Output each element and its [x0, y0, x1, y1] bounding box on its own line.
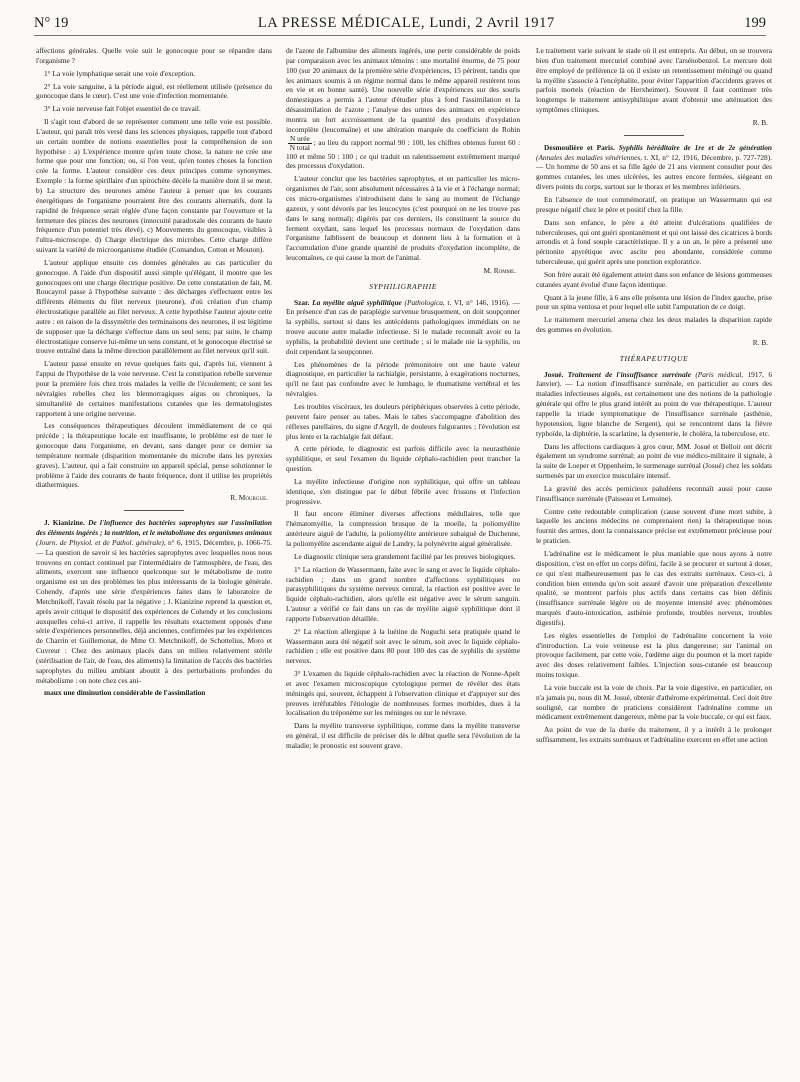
article-entry: [286, 298, 520, 357]
column-3: [536, 46, 772, 1076]
page-number: 199: [744, 15, 766, 31]
author-signature: R. B.: [752, 337, 768, 347]
paragraph: 3° L'examen du liquide céphalo-rachidien avec la réaction de Nonne-Apelt et avec l'examen microscopique cytologique permet de révéler des états méningés qui, souvent, échappent à l'observation clinique et d'appuyer sur des preuves irréfutables l'étiologie de nombreuses formes morbides, dues à la localisation du tréponème sur les méninges ou sur le névraxe.: [286, 669, 520, 718]
author-signature: R. Mourgue.: [230, 493, 268, 503]
column-1: [36, 46, 272, 1076]
paragraph: Dans son enfance, le père a été atteint d'ulcérations qualifiées de tuberculeuses, qui ont guéri spontanément et qui ont laissé des cicatrices à bords arrondis et à fond souple caractéristique. Il y a un an, le père a présenté une péritonite apyrétique avec ascite peu abondante, considérée comme tuberculeuse, qui guérit après une ponction exploratrice.: [536, 217, 772, 267]
section-heading: SYPHILIGRAPHIE: [369, 281, 437, 291]
divider: [624, 135, 684, 136]
paragraph: 1° La réaction de Wassermann, faite avec le sang et avec le liquide céphalo-rachidien ; dans un grand nombre d'affections syphilitiques ou parasyphilitiques du système nerveux central, la réaction est positive avec le liquide céphalo-rachidien, alors qu'elle est négative avec le sérum sanguin. L'auteur a vérifié ce fait dans un cas de myélite aiguë syphilitique dont il rapporte l'observation détaillée.: [286, 564, 520, 623]
paragraph: En l'absence de tout commémoratif, on pratique un Wassermann qui est presque négatif chez le père et positif chez la fille.: [536, 194, 772, 214]
article-entry: [536, 143, 772, 192]
paragraph: Le traitement mercuriel amena chez les deux malades la disparition rapide des gommes en évolution.: [536, 315, 772, 335]
paragraph: L'adrénaline est le médicament le plus maniable que nous ayons à notre disposition, c'est en effet un corps défini, facile à se procurer et surtout à doser, ce qui n'est malheureusement pas le cas des extraits surrénaux. Ceux-ci, à condition bien entendu qu'on soit assuré d'avoir une préparation d'excellente qualité, se montrent parfois plus actifs dans certains cas bien définis (insuffisance surrénale légère ou de moyenne intensité avec phénomènes marqués d'auto-intoxication, asthénie profonde, troubles nerveux, troubles digestifs).: [536, 548, 772, 627]
article-source: (Journ. de Physiol. et de Pathol. générale),: [36, 537, 166, 547]
article-author: Desmoulière et Paris.: [544, 142, 615, 152]
article-body: t. VI, n° 146, 1916). — En présence d'un cas de paraplégie survenue brusquement, on doit soupçonner la syphilis, surtout si dans les antécédents pathologiques immédiats on ne trouve aucune autre maladie infectieuse. Si le malade reconnaît avoir eu la syphilis, la probabilité devient une certitude ; si le malade nie la syphilis, ou doit cependant la soupçonner.: [286, 297, 520, 356]
article-title: La myélite aiguë syphilitique: [312, 297, 402, 307]
paragraph: L'auteur conclut que les bactéries saprophytes, et en particulier les micro-organismes de l'air, sont absolument nécessaires à la vie et à l'échange normal; ces micro-organismes s'introduisent dans le sang au moment de l'échange gazeux, y sont dévorés par les leucocytes (c'est pourquoi on ne les trouve pas dans le sang normal); digérés par ces derniers, ils constituent la source du ferment oxydant, sans lequel les processus normaux de l'oxydation dans l'organisme faiblissent de beaucoup et donnent lieu à la formation et à l'accumulation d'une grande quantité de produits d'oxydation incomplète, de leucomaïnes, ce qui cause la mort de l'animal.: [286, 174, 520, 263]
section-heading: THÉRAPEUTIQUE: [619, 353, 689, 363]
paragraph: La gravité des accès pernicieux paludéens reconnaît aussi pour cause l'insuffisance surrénale (Paisseau et Lemoine).: [536, 483, 772, 503]
paragraph: Le traitement varie suivant le stade où il est entrepris. Au début, on se trouvera bien d'un traitement mercuriel combiné avec l'arsénobenzol. Le mercure doit être employé de préférence là où il existe un retentissement méningé ou quand la myélite s'associe à l'encéphalite, pour éviter l'apparition d'accidents graves et parfois mortels (réaction de Herxheimer). Souvent il faut continuer très longtemps le traitement antisyphilitique avant d'obtenir une atténuation des symptômes cliniques.: [536, 46, 772, 115]
paragraph: Les conséquences thérapeutiques découlent immédiatement de ce qui précède ; la thérapeutique locale est insuffisante, le problème est de tuer le gonocoque dans l'organisme, en devant, sans danger pour ce dernier sa température normale (disparition momentanée du microbe dans les pyrexies graves). L'auteur, qui a fait construire un appareil spécial, pense solutionner le problème à l'aide des courants de haute fréquence, dont il utilise les propriétés diathermiques.: [36, 421, 272, 490]
article-source: (Paris médical,: [695, 369, 744, 379]
article-entry: [36, 518, 272, 685]
article-source: (Pathologica,: [404, 297, 445, 307]
article-body: — La question de savoir si les bactéries saprophytes avec lesquelles nous nous trouvons en contact continuel par l'intermédiaire de l'atmosphère, de l'eau, des aliments, exercent une influence quelconque sur le métabolisme de notre organisme est un des problèmes les plus intéressants de la biologie générale. Cohendy, d'après une série d'expériences faites dans le laboratoire de Metchnikoff, l'avait résolu par la négative ; J. Kianizine reprend la question et, après avoir critiqué le dispositif des expériences de Cohendy et les conclusions auxquelles celui-ci arrive, il rappelle les résultats exactement opposés d'une série d'expériences personnelles, déjà anciennes, confirmées par les expériences de Charrin et Guillemonat, de Mme O. Metchnikoff, de Schottelius, Moro et Cuvreur : Chez des animaux placés dans un milieu relativement stérile (stérilisation de l'air, de l'eau, des aliments) la limitation de l'accès des bactéries saprophytes du milieu ambiant aboutit à des perturbations profondes du métabolisme : on note chez ces ani-: [36, 547, 272, 685]
paragraph: Les règles essentielles de l'emploi de l'adrénaline concernent la voie d'introduction. La voie veineuse est la plus dangereuse; sur l'animal on provoque facilement, par cette voie, l'œdème aigu du poumon et la mort rapide avec des doses relativement faibles. L'injection sous-cutanée est beaucoup moins toxique.: [536, 630, 772, 680]
paragraph: La myélite infectieuse d'origine non syphilitique, qui offre un tableau identique, s'en distingue par le début fébrile avec frissons et l'infection progressive.: [286, 476, 520, 506]
column-2: [286, 46, 520, 1076]
paragraph: de l'azote de l'albumine des aliments ingérés, une perte considérable de poids par comparaison avec les animaux témoins : une mortalité énorme, de 75 pour 100 (sur 20 animaux de la première série d'expériences, 15 périrent, tandis que les animaux soumis à un régime normal dans le même appareil restèrent tous en vie et en bonne santé). Une nouvelle série d'expériences sur des souris domestiques a permis à l'auteur d'étudier plus à fond l'assimilation et la désassimilation de l'azote ; l'analyse des urines des animaux en expérience montra un fort accroissement de la quantité des produits d'oxydation incomplète (leucomaïne) et une altération marquée du coefficient de Robin N urée N total ; au lieu du rapport normal 90 : 100, les chiffres obtenus furent 60 : 100 et même 50 : 100 ; ce qui traduit un ralentissement extrêmement marqué des processus d'oxydation.: [286, 46, 520, 171]
paragraph: L'auteur passe ensuite en revue quelques faits qui, d'après lui, viennent à l'appui de l'hypothèse de la voie nerveuse. C'est la constipation rebelle survenue pour la première fois chez trois malades la veille de l'écoulement; ce sont les névralgies rebelles chez les blennorragiques aigus ou chroniques, la simultanéité de certaines manifestations cutanées que les dermatologistes rapportent à une origine nerveuse.: [36, 359, 272, 418]
paragraph: Le diagnostic clinique sera grandement facilité par les preuves biologiques.: [294, 551, 516, 561]
paragraph: Les phénomènes de la période prémonitoire ont une haute valeur diagnostique, en particulier la rachialgie, persistante, à exagérations nocturnes, qu'il ne faut pas confondre avec le lumbago, le rhumatisme vertébral et les névralgies.: [286, 359, 520, 399]
paragraph: 2° La voie sanguine, à la période aiguë, est réellement utilisée (présence du gonocoque dans le cœur). C'est une voie d'infection momentanée.: [36, 81, 272, 101]
formula: N urée N total: [289, 133, 310, 152]
article-title: Syphilis héréditaire de 1re et de 2e génération: [618, 142, 772, 152]
article-body: t. XI, n° 12, 1916, Décembre, p. 727-728). — Un homme de 50 ans et sa fille âgée de 21 ans viennent consulter pour des gommes cutanées, les unes ulcérées, les autres encore fermées, siégeant en divers points du corps, surtout sur le thorax et les membres inférieurs.: [536, 152, 772, 192]
article-author: J. Kianizine.: [44, 518, 85, 528]
paragraph: affections générales. Quelle voie suit le gonocoque pour se répandre dans l'organisme ?: [36, 46, 272, 65]
paragraph: Dans les affections cardiaques à gros cœur, MM. Josué et Belloir ont décrit également un syndrome surrénal; au point de vue médico-militaire il signale, à la suite de Loeper et Oppenheim, le surmenage surrénal (Josué) chez les soldats surmenés par un exercice musculaire intensif.: [536, 441, 772, 481]
paragraph: 3° La voie nerveuse fait l'objet essentiel de ce travail.: [44, 104, 201, 114]
paragraph: Contre cette redoutable complication (cause souvent d'une mort subite, à laquelle les anciens médecins ne comprenaient rien) la thérapeutique nous fournit des armes, dont la connaissance précise est extrêmement précieuse pour le praticien.: [536, 506, 772, 546]
page-header: [34, 6, 766, 36]
article-body: 1917, 6 Janvier). — La notion d'insuffisance surrénale, en particulier au cours des maladies infectieuses aiguës, est certainement une des notions de la pathologie générale qui offre le plus grand intérêt au point de vue thérapeutique. L'auteur rappelle la triade symptomatique de l'insuffisance surrénale (asthénie, hypotension, ligne blanche de Sergent), qui se rencontrent dans la fièvre typhoïde, la diphtérie, la scarlatine, la dysenterie, le choléra, la tuberculose, etc.: [536, 369, 772, 438]
paragraph: 2° La réaction allergique à la luétine de Noguchi sera pratiquée quand le Wassermann aura été négatif soit avec le sérum, soit avec le liquide céphalo-rachidien ; elle est positive dans 80 pour 100 des cas de syphilis du système nerveux.: [286, 626, 520, 666]
divider: [124, 510, 184, 511]
paragraph: Dans la myélite transverse syphilitique, comme dans la myélite transverse en général, il est difficile de préciser dès le début quelle sera l'évolution de la maladie; le pronostic est souvent grave.: [286, 721, 520, 750]
article-title: Traitement de l'insuffisance surrénale: [567, 369, 691, 379]
paragraph: maux une diminution considérable de l'assimilation: [44, 688, 206, 698]
article-author: Szar.: [294, 297, 310, 307]
author-signature: R. B.: [752, 117, 768, 127]
article-author: Josué.: [544, 369, 564, 379]
article-title: De l'influence des bactéries saprophytes sur l'assimilation des éléments ingérés ; la nutrition, et le métabolisme des organismes animaux: [36, 518, 272, 537]
issue-number: N° 19: [34, 15, 69, 31]
paragraph: La voie buccale est la voie de choix. Par la voie digestive, en particulier, on n'a jamais pu, nous dit M. Josué, obtenir d'athérome expérimental. Ceci doit être souligné, car nombre de praticiens considèrent l'adrénaline comme un médicament extrêmement dangereux, même par la voie buccale, ce qui est faux.: [536, 682, 772, 722]
paragraph: Quant à la jeune fille, à 6 ans elle présenta une lésion de l'index gauche, prise pour un spina ventosa et pour lequel elle subit l'amputation de ce doigt.: [536, 292, 772, 312]
journal-title: LA PRESSE MÉDICALE, Lundi, 2 Avril 1917: [257, 15, 555, 31]
paragraph: 1° La voie lymphatique serait une voie d'exception.: [44, 68, 196, 78]
article-entry: [536, 370, 772, 439]
paragraph: L'auteur applique ensuite ces données générales au cas particulier du gonocoque. A l'aide d'un dispositif aussi simple qu'élégant, il montre que les gonocoques ont une charge électrique positive. De cette constatation de fait, M. Roucayrol passe à l'hypothèse suivante : des décharges s'effectuent entre les différents éléments du filet nerveux (neurone), d'où création d'un champ électrostatique parallèle au filet nerveux. A cette hypothèse l'auteur ajoute cette autre : en raison de la dissymétrie des terminaisons des neurones, il est légitime de supposer que la décharge s'effectue dans un seul sens; par suite, le champ électrostatique conserve lui-même un sens constant, et le gonocoque électrisé se trouve entraîné dans la même direction parallèlement au filet nerveux qu'il suit.: [36, 257, 272, 356]
paragraph: Son frère aurait été également atteint dans son enfance de lésions gommeuses cutanées ayant évolué d'une façon identique.: [536, 269, 772, 289]
paragraph: Il s'agit tout d'abord de se représenter comment une telle voie est possible. L'auteur, qui paraît très versé dans les sciences physiques, rappelle tout d'abord un certain nombre de notions essentielles pour la compréhension de son hypothèse : a) L'expérience montre qu'en toute chose, la nature ne crée une forme que pour une fonction; ou, si l'on veut, qu'en toutes choses la fonction crée la forme. L'auteur considère ces deux principes comme synonymes. Exemple : la forme spirillaire d'un spirochète décèle la manière dont il se meut. b) La structure des neurones amène l'auteur à penser que les courants énergétiques de l'organisme pourraient être des courants alternatifs, dont la rapidité de fréquence serait réglée d'une façon constante par l'ouverture et la fermeture des pinces des neurones (innocuité paradoxale des courants de haute fréquence d'un potentiel très élevé). c) Mouvements du gonocoque, visibles à l'ultra-microscope. d) Charge électrique des microbes. Cette charge diffère suivant la variété de microorganisme étudiée (Comandon, Cotton et Mouton).: [36, 117, 272, 255]
paragraph: Il faut encore éliminer diverses affections médullaires, telle que l'hématomyélie, la compression brusque de la moelle, la poliomyélite antérieure aiguë de l'adulte, la poliomyélite antérieure subaiguë de Duchenne, la poliomyélite ascendante aiguë de Landry, la polynévrite aiguë généralisée.: [286, 509, 520, 548]
paragraph: A cette période, le diagnostic est parfois difficile avec la neurasthénie syphilitique, et seul l'examen du liquide céphalo-rachidien peut trancher la question.: [286, 444, 520, 474]
article-ref: n° 6, 1915, Décembre, p. 1066-75.: [167, 537, 272, 547]
article-source: (Annales des maladies vénériennes,: [536, 152, 643, 162]
paragraph: Les troubles viscéraux, les douleurs périphériques observées à cette période, peuvent faire penser au tabes. Mais le tabes s'accompagne d'abolition des réflexes patellaires, du signe d'Argyll, de douleurs fulgurantes ; l'évolution est plus lente et la rachialgie fait défaut.: [286, 402, 520, 441]
paragraph: Au point de vue de la durée du traitement, il y a intérêt à le prolonger suffisamment, les extraits surrénaux et l'adrénaline exercent en effet une action: [536, 725, 772, 745]
author-signature: M. Romme.: [483, 265, 516, 275]
